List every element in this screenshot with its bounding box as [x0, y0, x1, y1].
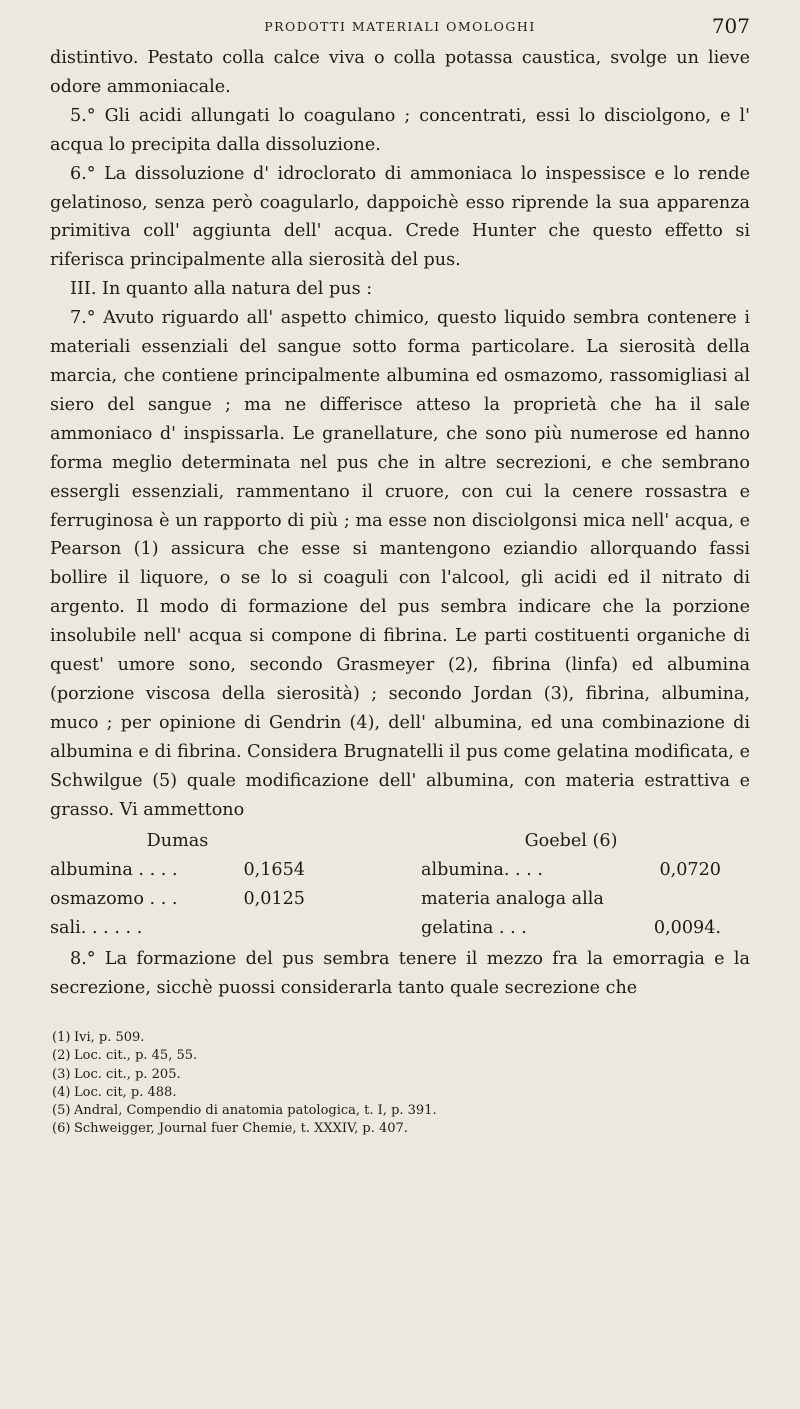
composition-table [50, 827, 750, 941]
footnote-number: (5) [52, 1103, 71, 1119]
footnote-text: Loc. cit., p. 205. [74, 1066, 181, 1082]
footnote [50, 1120, 750, 1138]
table-row [421, 885, 721, 914]
paragraph: 8.° La formazione del pus sembra tenere il mezzo fra la emorragia e la secrezione, sicchè puossi considerarla tanto quale secrezione che [50, 949, 750, 999]
footnote [50, 1066, 750, 1084]
footnote [50, 1047, 750, 1065]
row-value: 0,0125 [243, 889, 305, 910]
section-heading: III. In quanto alla natura del pus : [70, 279, 373, 300]
footnote-text: Andral, Compendio di anatomia patologica, t. I, p. 391. [74, 1103, 437, 1119]
row-label: sali. . . . . . [50, 918, 143, 939]
footnote [50, 1102, 750, 1120]
paragraph: distintivo. Pestato colla calce viva o colla potassa caustica, svolge un lieve odore ammoniacale. [50, 48, 750, 97]
column-heading: Goebel (6) [524, 831, 618, 852]
running-title: PRODOTTI MATERIALI OMOLOGHI [264, 19, 536, 34]
table-row [421, 856, 721, 885]
table-row [421, 914, 721, 943]
table-column-goebel [421, 827, 721, 943]
row-label: albumina. . . . [421, 860, 543, 881]
column-heading: Dumas [146, 831, 209, 852]
table-row [50, 914, 305, 943]
footnote-text: Schweigger, Journal fuer Chemie, t. XXXIV, p. 407. [74, 1121, 408, 1137]
closing-text [50, 945, 750, 1003]
footnote-text: Loc. cit., p. 45, 55. [74, 1048, 198, 1064]
footnote-text: Loc. cit, p. 488. [74, 1084, 177, 1100]
row-label: materia analoga alla [421, 889, 604, 910]
row-value: 0,0094. [653, 918, 721, 939]
footnote-number: (2) [52, 1048, 71, 1064]
table-column-dumas [50, 827, 305, 943]
footnote-text: Ivi, p. 509. [74, 1030, 145, 1046]
footnote-number: (3) [52, 1066, 71, 1082]
row-label: gelatina . . . [421, 918, 527, 939]
page-header [50, 14, 750, 40]
row-label: albumina . . . . [50, 860, 178, 881]
footnote [50, 1084, 750, 1102]
page-number: 707 [711, 14, 750, 38]
paragraph: 7.° Avuto riguardo all' aspetto chimico, questo liquido sembra contenere i materiali essenziali del sangue sotto forma particolare. La sierosità della marcia, che contiene principalmente albumina ed osmazomo, rassomigliasi al siero del sangue ; ma ne differisce atteso la proprietà che ha il sale ammoniaco d' inspissarla. Le granellature, che sono più numerose ed hanno forma meglio determinata nel pus che in altre secrezioni, e che sembrano essergli essenziali, rammentano il cruore, con cui la cenere rossastra e ferruginosa è un rapporto di più ; ma esse non disciolgonsi mica nell' acqua, e Pearson (1) assicura che esse si mantengono eziandio allorquando fassi bollire il liquore, o se lo si coaguli con l'alcool, gli acidi ed il nitrato di argento. Il modo di formazione del pus sembra indicare che la porzione insolubile nell' acqua si compone di fibrina. Le parti costituenti organiche di quest' umore sono, secondo Grasmeyer (2), fibrina (linfa) ed albumina (porzione viscosa della sierosità) ; secondo Jordan (3), fibrina, albumina, muco ; per opinione di Gendrin (4), dell' albumina, ed una combinazione di albumina e di fibrina. Considera Brugnatelli il pus come gelatina modificata, e Schwilgue (5) quale modificazione dell' albumina, con materia estrattiva e grasso. Vi ammettono [50, 308, 750, 820]
paragraph: 6.° La dissoluzione d' idroclorato di ammoniaca lo inspessisce e lo rende gelatinoso, senza però coagularlo, dappoichè esso riprende la sua apparenza primitiva coll' aggiunta dell' acqua. Crede Hunter che questo effetto si riferisca principalmente alla sierosità del pus. [50, 163, 750, 271]
row-value: 0,1654 [243, 860, 305, 881]
footnote [50, 1029, 750, 1047]
row-value: 0,0720 [659, 860, 721, 881]
table-row [50, 885, 305, 914]
footnote-number: (6) [52, 1121, 71, 1137]
table-row [50, 856, 305, 885]
row-label: osmazomo . . . [50, 889, 178, 910]
footnote-number: (1) [52, 1030, 71, 1046]
footnotes [50, 1029, 750, 1138]
paragraph: 5.° Gli acidi allungati lo coagulano ; concentrati, essi lo disciolgono, e l' acqua lo precipita dalla dissoluzione. [50, 105, 750, 155]
footnote-number: (4) [52, 1084, 71, 1100]
main-text [50, 44, 750, 824]
